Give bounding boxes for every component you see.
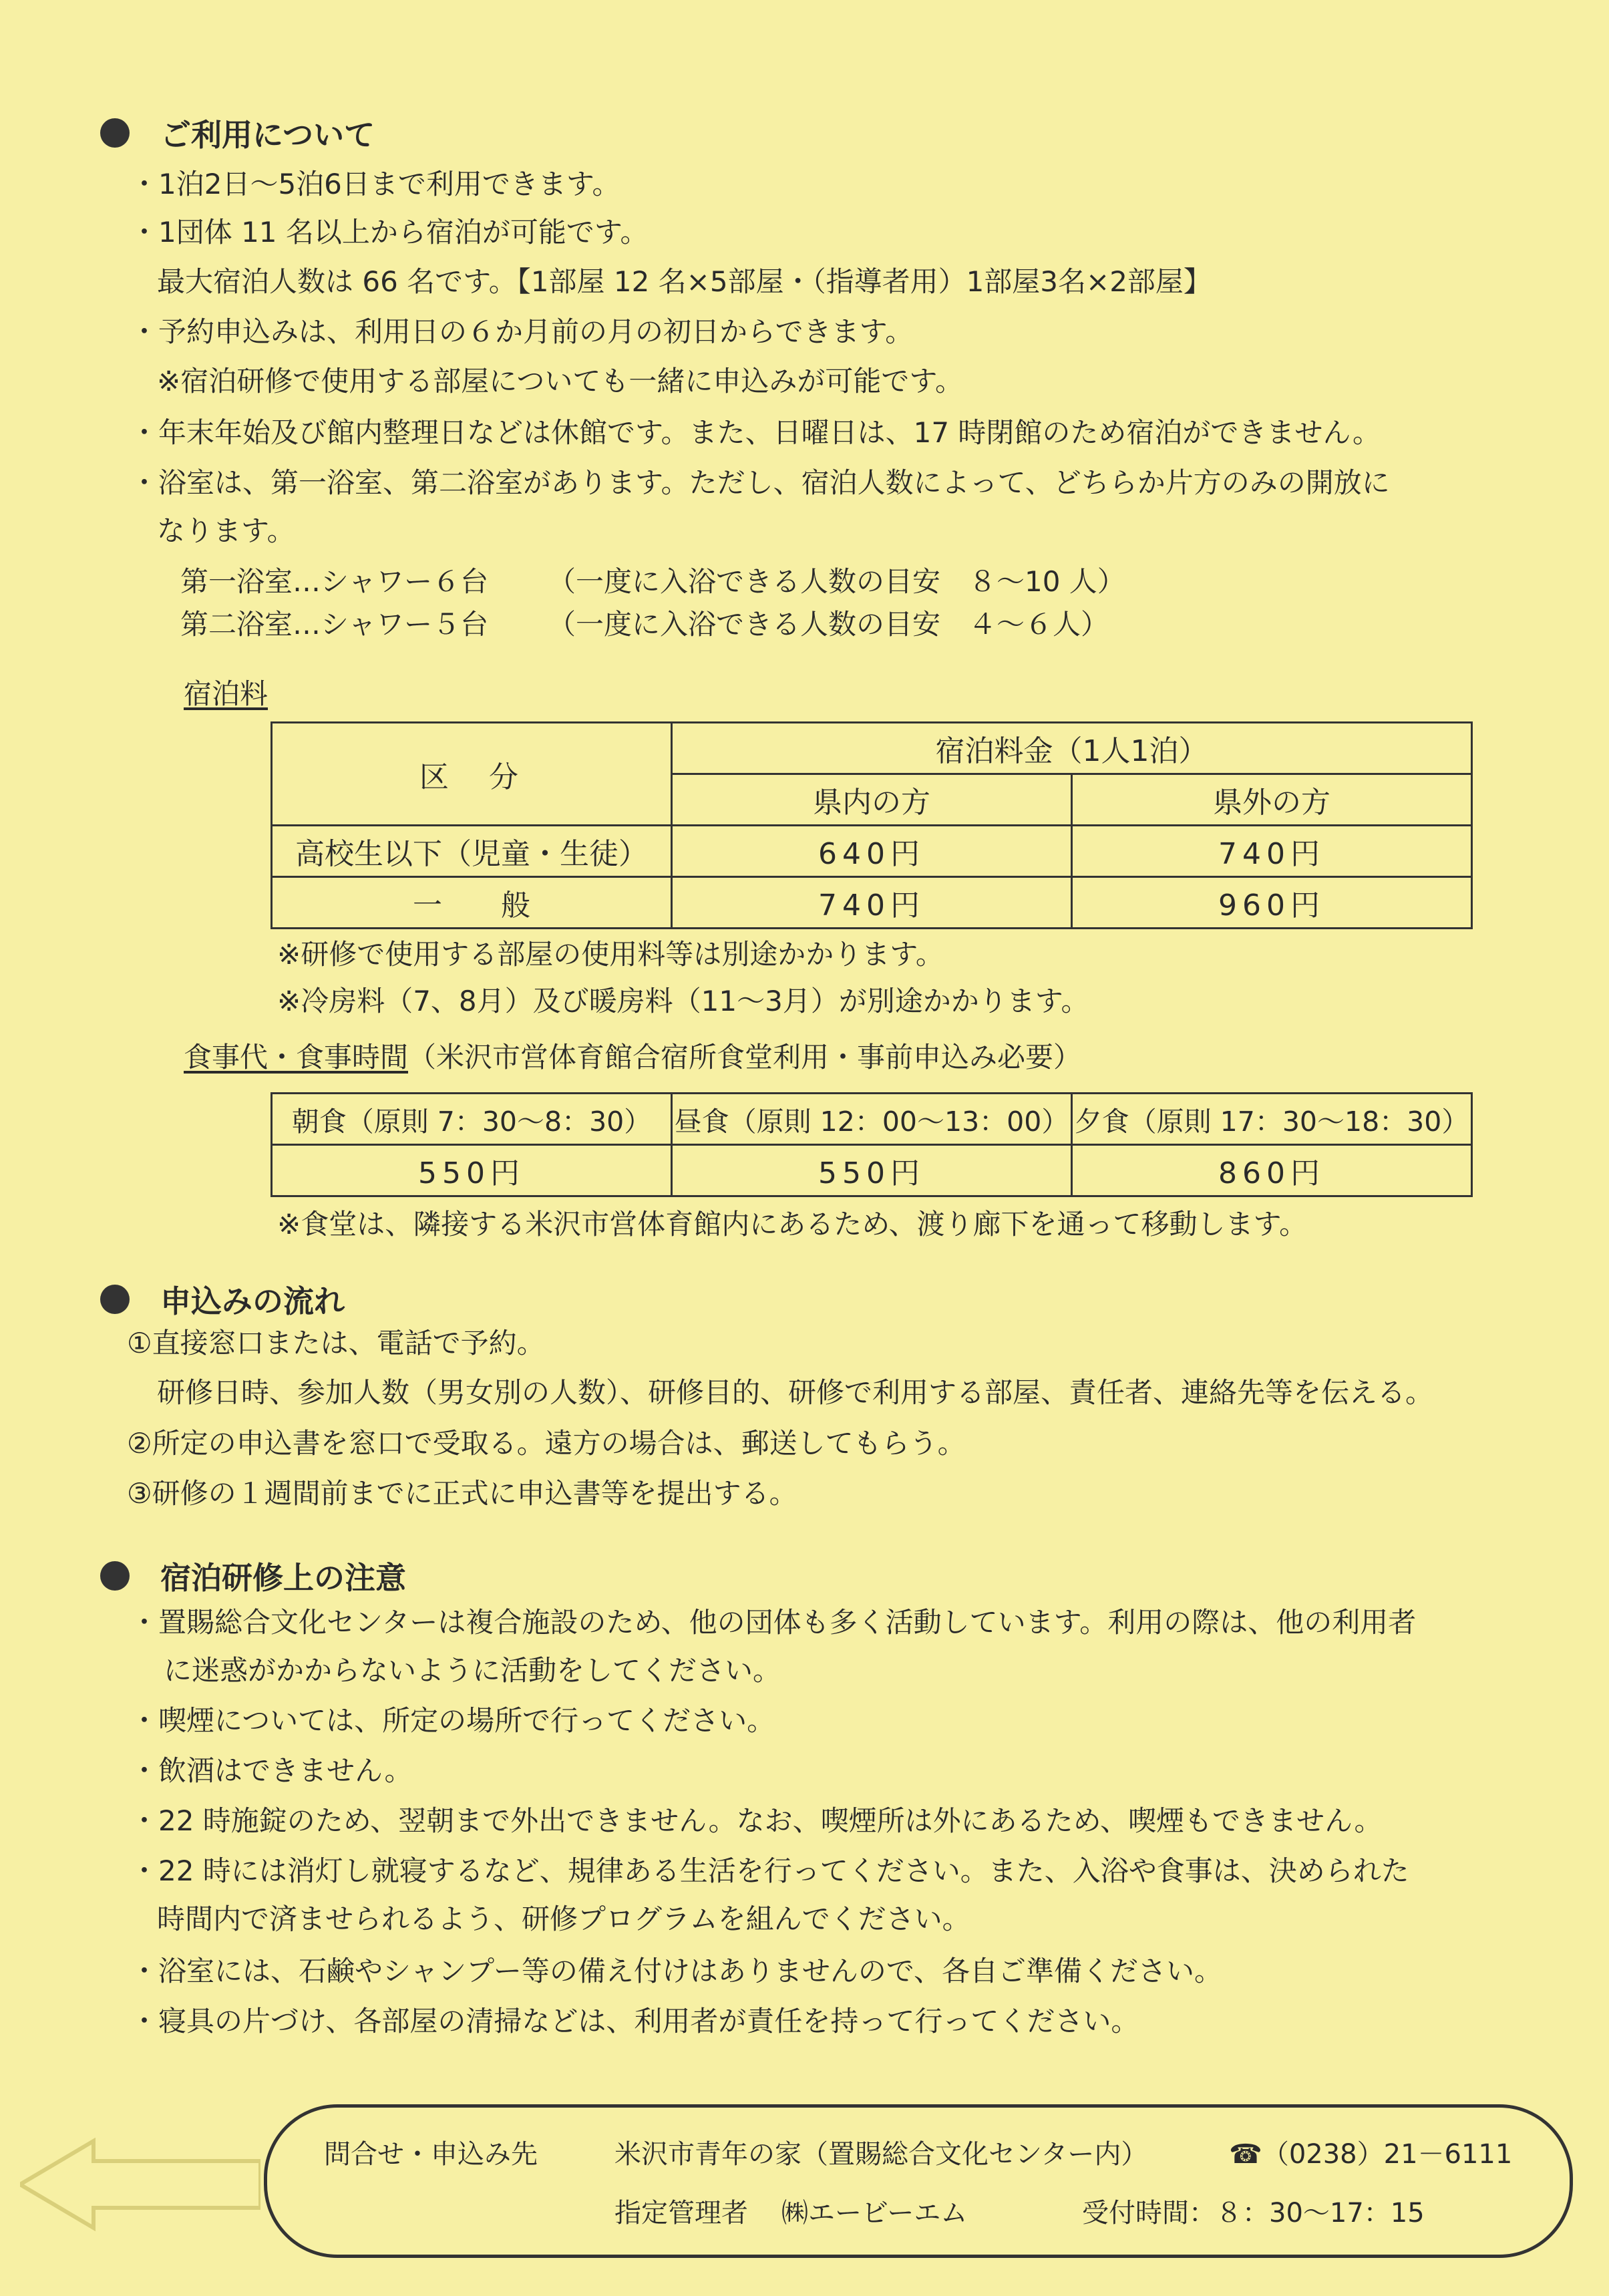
- usage-line: 最大宿泊人数は 66 名です。【1部屋 12 名×5部屋・（指導者用）1部屋3名×2部屋】: [157, 265, 1212, 298]
- meal-table: [271, 1092, 1473, 1197]
- meal-header-dinner: 夕食（原則 17：30～18：30）: [1072, 1094, 1472, 1145]
- flow-line: ①直接窓口または、電話で予約。: [127, 1327, 545, 1359]
- contact-label: 問合せ・申込み先: [324, 2139, 538, 2170]
- bullet-dot-icon: [100, 118, 130, 148]
- usage-heading: [100, 111, 375, 155]
- usage-line: ※宿泊研修で使用する部屋についても一緒に申込みが可能です。: [157, 365, 963, 397]
- usage-line: ・1泊2日～5泊6日まで利用できます。: [130, 168, 620, 200]
- fee-header-category: 区 分: [272, 723, 672, 826]
- contact-tel: [1229, 2133, 1512, 2171]
- manager-label: 指定管理者: [614, 2198, 748, 2229]
- fee-row-label: 高校生以下（児童・生徒）: [272, 826, 672, 877]
- fee-note: ※冷房料（7、8月）及び暖房料（11～3月）が別途かかります。: [277, 985, 1089, 1017]
- meal-price-dinner: 860円: [1072, 1145, 1472, 1196]
- notice-heading: [100, 1554, 406, 1598]
- fee-row-label: 一 般: [272, 877, 672, 929]
- meal-title-line: [184, 1043, 1081, 1072]
- notice-line: ・置賜総合文化センターは複合施設のため、他の団体も多く活動しています。利用の際は、他の利用者: [130, 1606, 1417, 1639]
- flow-heading-text: 申込みの流れ: [160, 1283, 345, 1319]
- bullet-dot-icon: [100, 1285, 130, 1314]
- fee-col-out: 県外の方: [1072, 774, 1472, 826]
- contact-org: 米沢市青年の家（置賜総合文化センター内）: [614, 2139, 1148, 2170]
- arrow-left-icon: [20, 2138, 260, 2231]
- fee-row-out: 740円: [1072, 826, 1472, 877]
- usage-heading-text: ご利用について: [160, 117, 375, 153]
- meal-price-breakfast: 550円: [272, 1145, 672, 1196]
- flow-heading: [100, 1277, 345, 1321]
- usage-line: ・1団体 11 名以上から宿泊が可能です。: [130, 216, 649, 249]
- manager-name: ㈱エービーエム: [781, 2198, 968, 2229]
- fee-row-out: 960円: [1072, 877, 1472, 929]
- bath-2-note: （一度に入浴できる人数の目安 ４～６人）: [548, 608, 1109, 641]
- notice-line: ・浴室には、石鹸やシャンプー等の備え付けはありませんので、各自ご準備ください。: [130, 1955, 1223, 1987]
- meal-header-breakfast: 朝食（原則 7：30～8：30）: [272, 1094, 672, 1145]
- meal-header-lunch: 昼食（原則 12：00～13：00）: [672, 1094, 1072, 1145]
- fee-col-in: 県内の方: [672, 774, 1072, 826]
- telephone-number: ☎（0238）21－6111: [1229, 2139, 1513, 2170]
- bath-1-name: 第一浴室…シャワー６台: [180, 565, 489, 598]
- fee-title: 宿泊料: [184, 677, 269, 710]
- bullet-dot-icon: [100, 1561, 130, 1591]
- usage-line: なります。: [157, 514, 295, 547]
- notice-line: 時間内で済ませられるよう、研修プログラムを組んでください。: [157, 1903, 970, 1935]
- flow-line: 研修日時、参加人数（男女別の人数）、研修目的、研修で利用する部屋、責任者、連絡先等を伝える。: [157, 1376, 1434, 1409]
- fee-table: [271, 721, 1473, 929]
- fee-note: ※研修で使用する部屋の使用料等は別途かかります。: [277, 938, 944, 971]
- usage-line: ・年末年始及び館内整理日などは休館です。また、日曜日は、17 時閉館のため宿泊ができません。: [130, 416, 1381, 449]
- notice-line: ・喫煙については、所定の場所で行ってください。: [130, 1704, 775, 1737]
- notice-heading-text: 宿泊研修上の注意: [160, 1560, 406, 1596]
- bath-1-note: （一度に入浴できる人数の目安 ８～10 人）: [548, 565, 1125, 598]
- meal-title: 食事代・食事時間: [184, 1041, 409, 1074]
- fee-row-in: 740円: [672, 877, 1072, 929]
- notice-line: ・寝具の片づけ、各部屋の清掃などは、利用者が責任を持って行ってください。: [130, 2005, 1139, 2037]
- meal-note: ※食堂は、隣接する米沢市営体育館内にあるため、渡り廊下を通って移動します。: [277, 1208, 1308, 1241]
- usage-line: ・浴室は、第一浴室、第二浴室があります。ただし、宿泊人数によって、どちらか片方のみの開放に: [130, 466, 1390, 499]
- contact-footer: [264, 2104, 1573, 2258]
- notice-line: ・飲酒はできません。: [130, 1754, 413, 1787]
- usage-line: ・予約申込みは、利用日の６か月前の月の初日からできます。: [130, 315, 914, 348]
- notice-line: ・22 時施錠のため、翌朝まで外出できません。なお、喫煙所は外にあるため、喫煙もできません。: [130, 1804, 1383, 1837]
- bath-2-name: 第二浴室…シャワー５台: [180, 608, 489, 641]
- notice-line: ・22 時には消灯し就寝するなど、規律ある生活を行ってください。また、入浴や食事は、決められた: [130, 1854, 1409, 1887]
- meal-price-lunch: 550円: [672, 1145, 1072, 1196]
- flow-line: ②所定の申込書を窓口で受取る。遠方の場合は、郵送してもらう。: [127, 1427, 966, 1460]
- notice-line: に迷惑がかからないように活動をしてください。: [164, 1654, 781, 1687]
- flow-line: ③研修の１週間前までに正式に申込書等を提出する。: [127, 1477, 797, 1510]
- reception-hours: 受付時間：８：30～17：15: [1082, 2198, 1425, 2229]
- fee-row-in: 640円: [672, 826, 1072, 877]
- fee-header-fee: 宿泊料金（1人1泊）: [672, 723, 1472, 774]
- meal-title-suffix: （米沢市営体育館合宿所食堂利用・事前申込み必要）: [408, 1041, 1082, 1074]
